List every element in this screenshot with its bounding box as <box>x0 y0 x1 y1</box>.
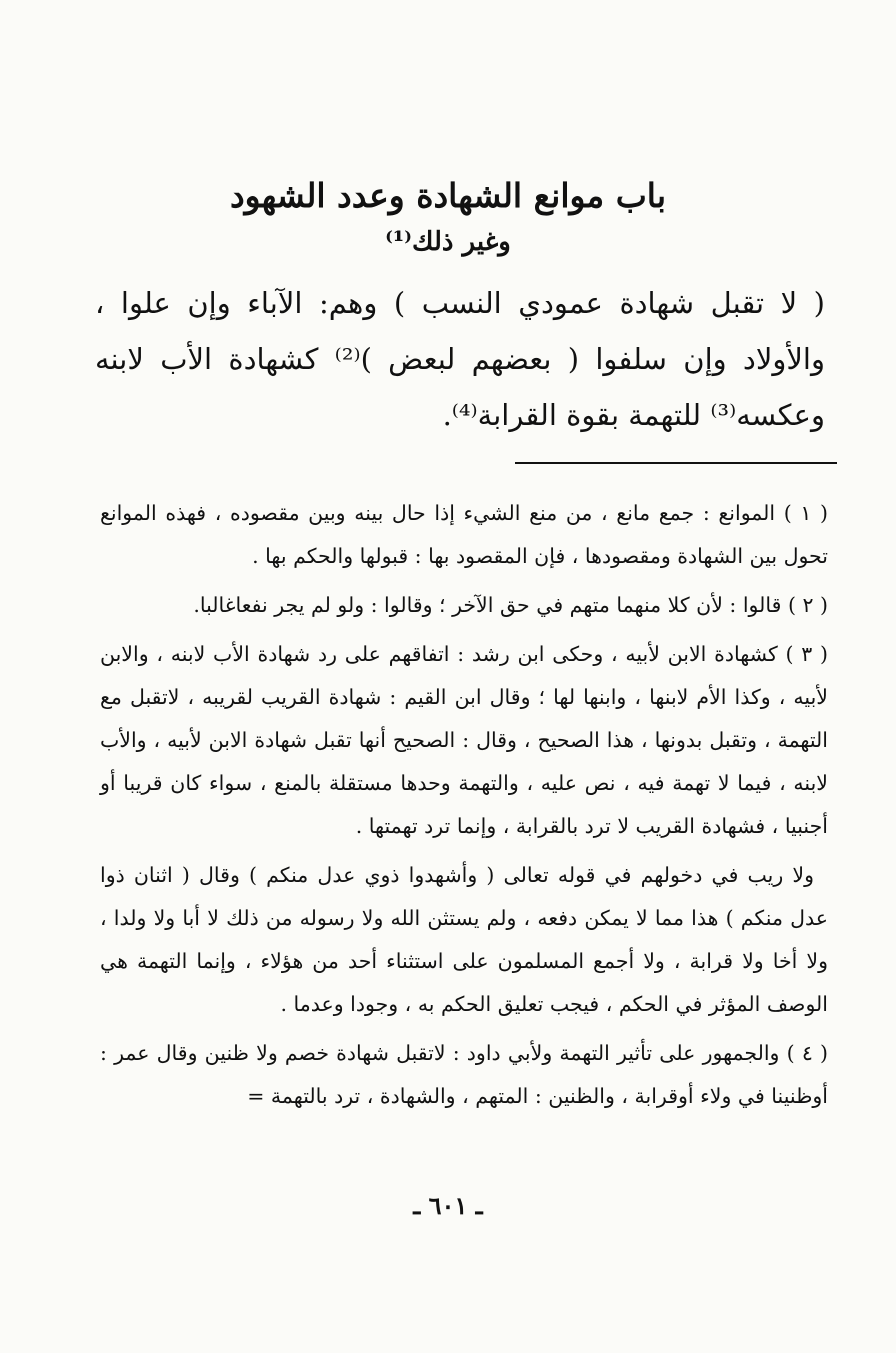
footnote-3: ( ٣ ) كشهادة الابن لأبيه ، وحكى ابن رشد : اتفاقهم على رد شهادة الأب لابنه ، والابن لأبيه ، وكذا الأم لابنها ، وابنها لها ؛ وقال ابن القيم : شهادة القريب لقريبه ، لاتقبل مع التهمة ، وتقبل بدونها ، هذا الصحيح ، وقال : الصحيح أنها تقبل شهادة الابن لأبيه ، والأب لابنه ، فيما لا تهمة فيه ، نص عليه ، والتهمة وحدها مستقلة بالمنع ، سواء كان قريبا أو أجنبيا ، فشهادة القريب لا ترد بالقرابة ، وإنما ترد تهمتها . <box>100 642 828 838</box>
footnote-2: ( ٢ ) قالوا : لأن كلا منهما متهم في حق الآخر ؛ وقالوا : ولو لم يجر نفعاغالبا. <box>193 593 828 617</box>
footnote-separator <box>515 462 837 464</box>
footnote-3-continued: ولا ريب في دخولهم في قوله تعالى ( وأشهدوا ذوي عدل منكم ) وقال ( اثنان ذوا عدل منكم ) هذا مما لا يمكن دفعه ، ولم يستثن الله ولا رسوله من ذلك لا أبا ولا ولدا ، ولا أخا ولا قرابة ، ولا أجمع المسلمون على استثناء أحد من هؤلاء ، وإنما التهمة هي الوصف المؤثر في الحكم ، فيجب تعليق الحكم به ، وجودا وعدما . <box>100 863 828 1016</box>
chapter-title: باب موانع الشهادة وعدد الشهود <box>229 176 667 215</box>
footnotes <box>100 492 828 1124</box>
chapter-subtitle: وغير ذلك⁽¹⁾ <box>385 227 511 257</box>
footnote-1: ( ١ ) الموانع : جمع مانع ، من منع الشيء إذا حال بينه وبين مقصوده ، فهذه الموانع تحول بين الشهادة ومقصودها ، فإن المقصود بها : قبولها والحكم بها . <box>100 501 829 568</box>
footnote-4: ( ٤ ) والجمهور على تأثير التهمة ولأبي داود : لاتقبل شهادة خصم ولا ظنين وقال عمر : أوظنينا في ولاء أوقرابة ، والظنين : المتهم ، والشهادة ، ترد بالتهمة = <box>100 1041 828 1108</box>
page-number: ـ ٦٠١ ـ <box>413 1191 483 1220</box>
main-text: ( لا تقبل شهادة عمودي النسب ) وهم: الآباء وإن علوا ، والأولاد وإن سلفوا ( بعضهم لبعض )⁽²⁾ كشهادة الأب لابنه وعكسه⁽³⁾ للتهمة بقوة القرابة⁽⁴⁾. <box>95 286 825 432</box>
